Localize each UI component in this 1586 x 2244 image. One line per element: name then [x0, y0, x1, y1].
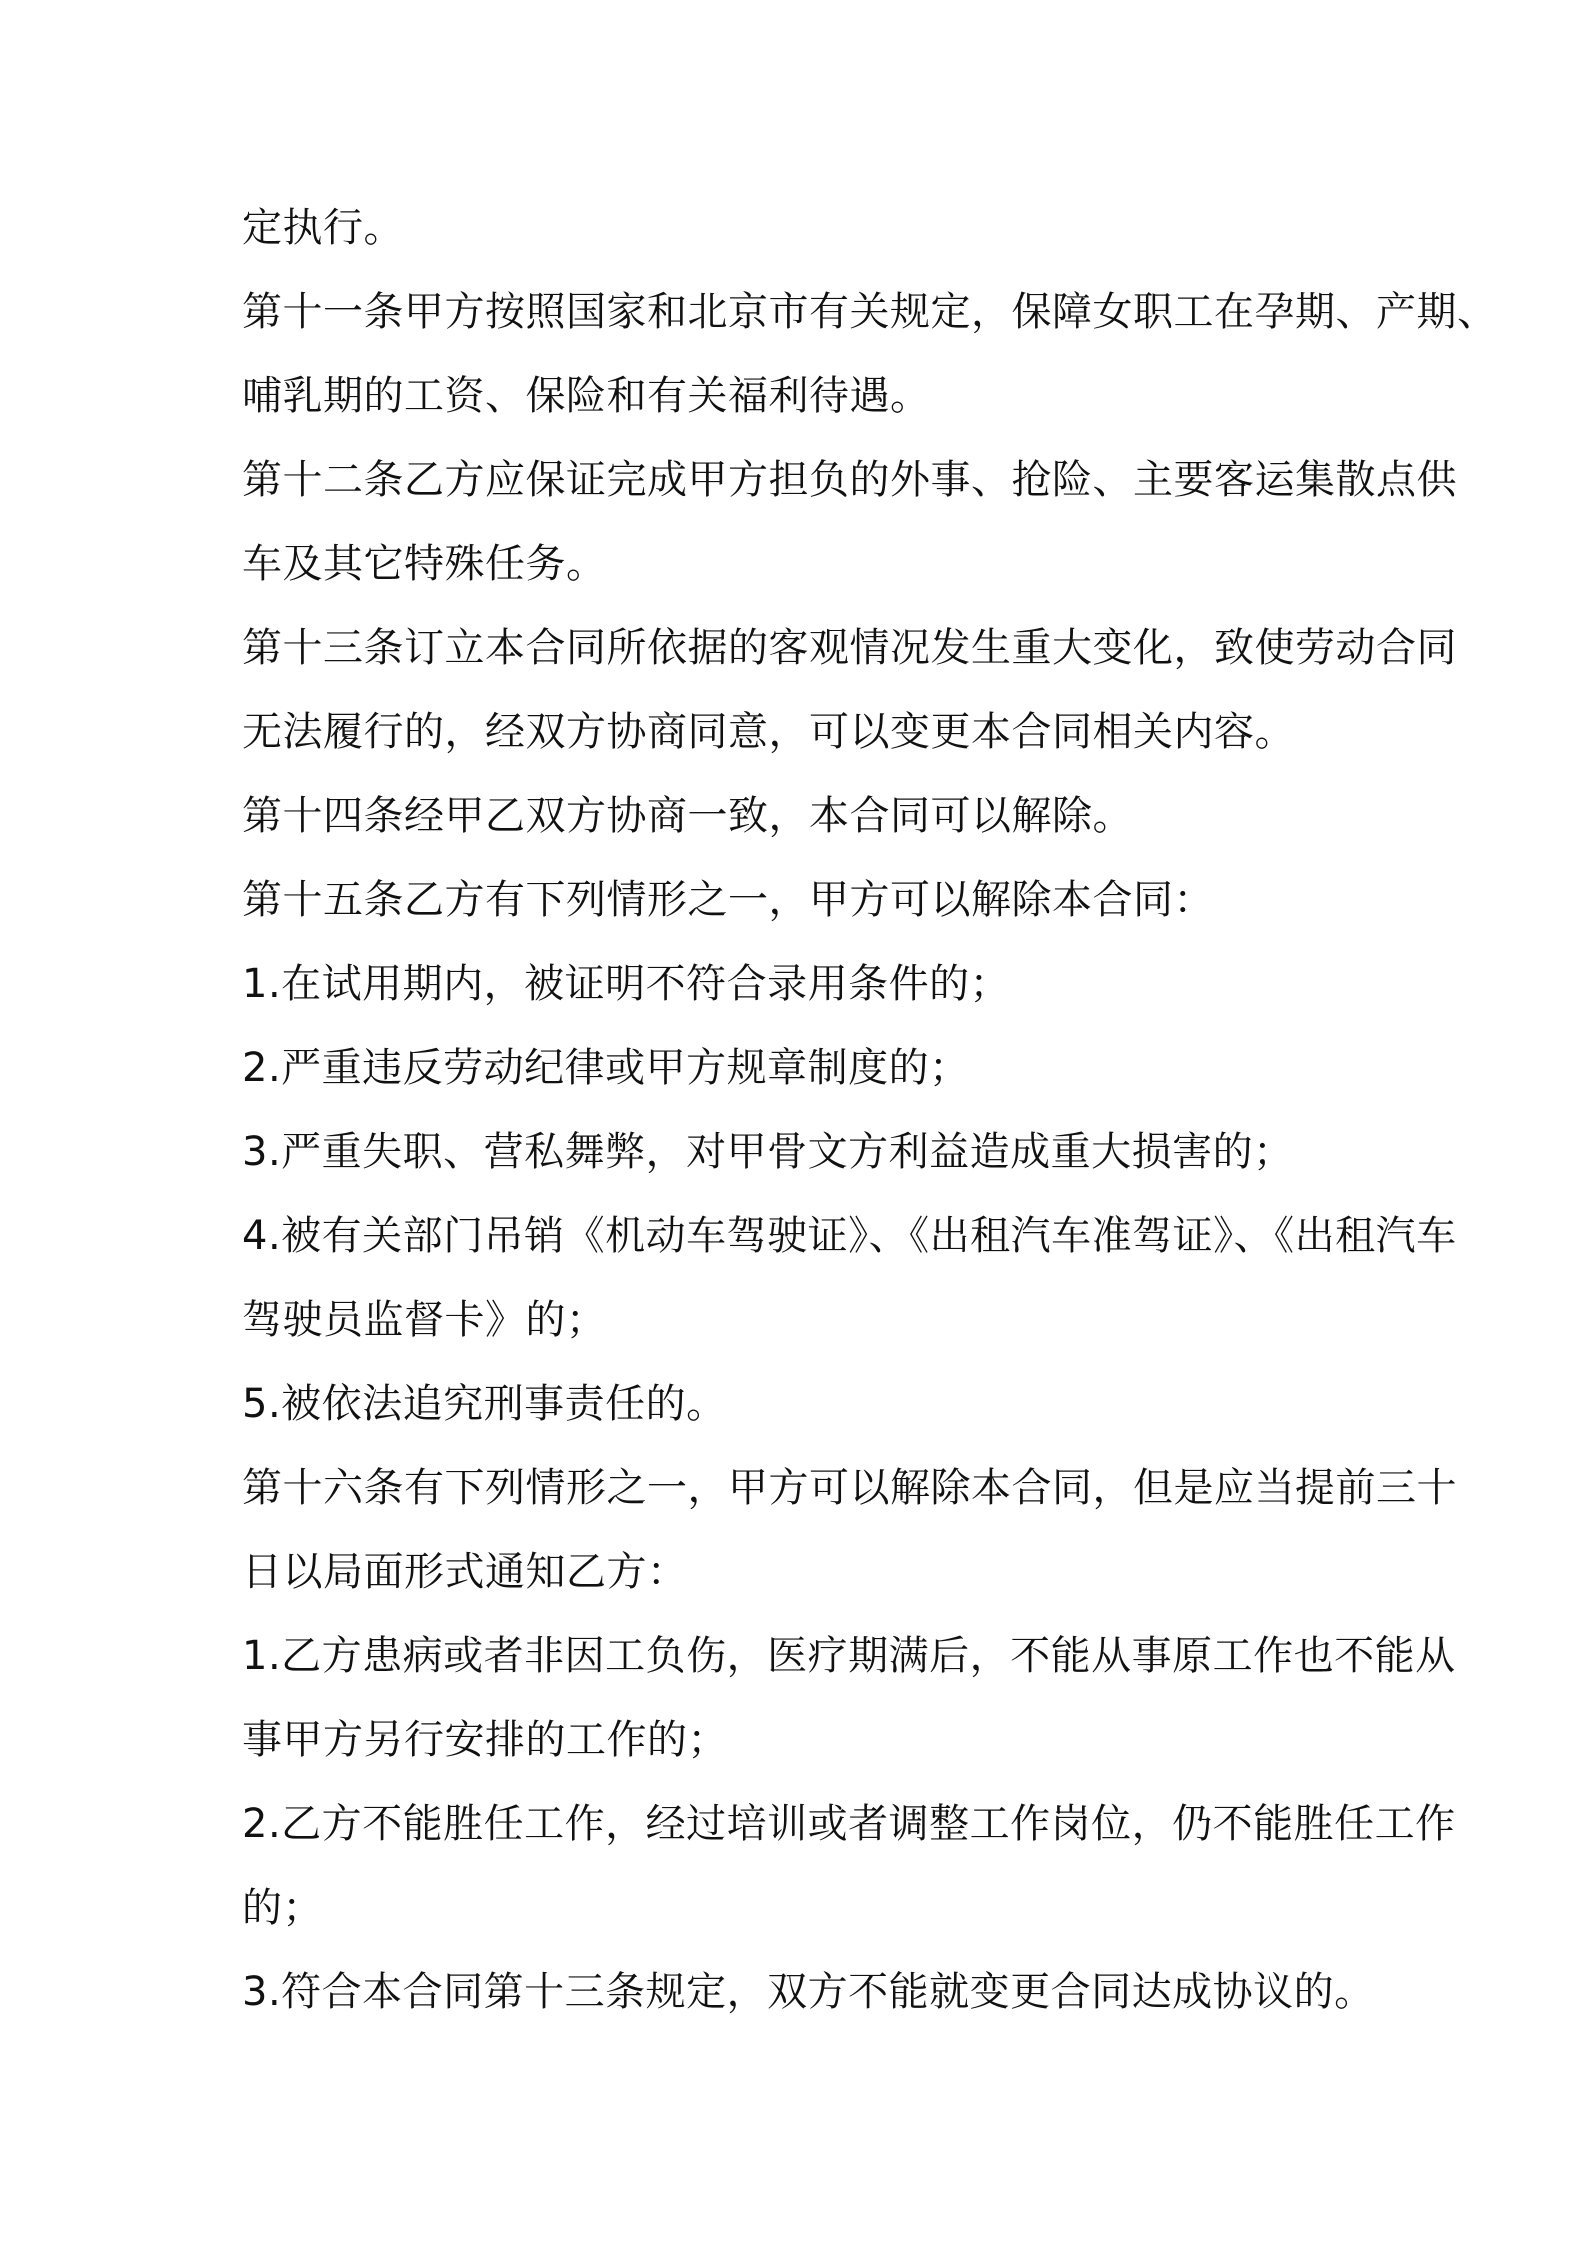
text-line: 无法履行的，经双方协商同意，可以变更本合同相关内容。 [242, 709, 1295, 755]
text-line: 第十五条乙方有下列情形之一，甲方可以解除本合同： [242, 877, 1214, 923]
text-line: 4.被有关部门吊销《机动车驾驶证》、《出租汽车准驾证》、《出租汽车 [242, 1213, 1457, 1259]
text-line: 3.符合本合同第十三条规定，双方不能就变更合同达成协议的。 [242, 1969, 1375, 2015]
text-line: 第十二条乙方应保证完成甲方担负的外事、抢险、主要客运集散点供 [242, 457, 1457, 503]
text-line: 第十一条甲方按照国家和北京市有关规定，保障女职工在孕期、产期、 [242, 289, 1498, 335]
text-line: 第十六条有下列情形之一，甲方可以解除本合同，但是应当提前三十 [242, 1465, 1457, 1511]
text-line: 1.在试用期内，被证明不符合录用条件的； [242, 961, 1011, 1007]
text-line: 驾驶员监督卡》的； [242, 1297, 607, 1343]
text-line: 哺乳期的工资、保险和有关福利待遇。 [242, 373, 931, 419]
text-line: 定执行。 [242, 205, 404, 251]
text-line: 第十四条经甲乙双方协商一致，本合同可以解除。 [242, 793, 1133, 839]
text-line: 2.严重违反劳动纪律或甲方规章制度的； [242, 1045, 970, 1091]
text-line: 5.被依法追究刑事责任的。 [242, 1381, 727, 1427]
text-line: 1.乙方患病或者非因工负伤，医疗期满后，不能从事原工作也不能从 [242, 1633, 1456, 1679]
text-line: 事甲方另行安排的工作的； [242, 1717, 728, 1763]
text-line: 第十三条订立本合同所依据的客观情况发生重大变化，致使劳动合同 [242, 625, 1457, 671]
text-line: 3.严重失职、营私舞弊，对甲骨文方利益造成重大损害的； [242, 1129, 1294, 1175]
text-line: 车及其它特殊任务。 [242, 541, 607, 587]
text-line: 2.乙方不能胜任工作，经过培训或者调整工作岗位，仍不能胜任工作 [242, 1801, 1456, 1847]
text-line: 的； [242, 1885, 323, 1931]
text-line: 日以局面形式通知乙方： [242, 1549, 688, 1595]
